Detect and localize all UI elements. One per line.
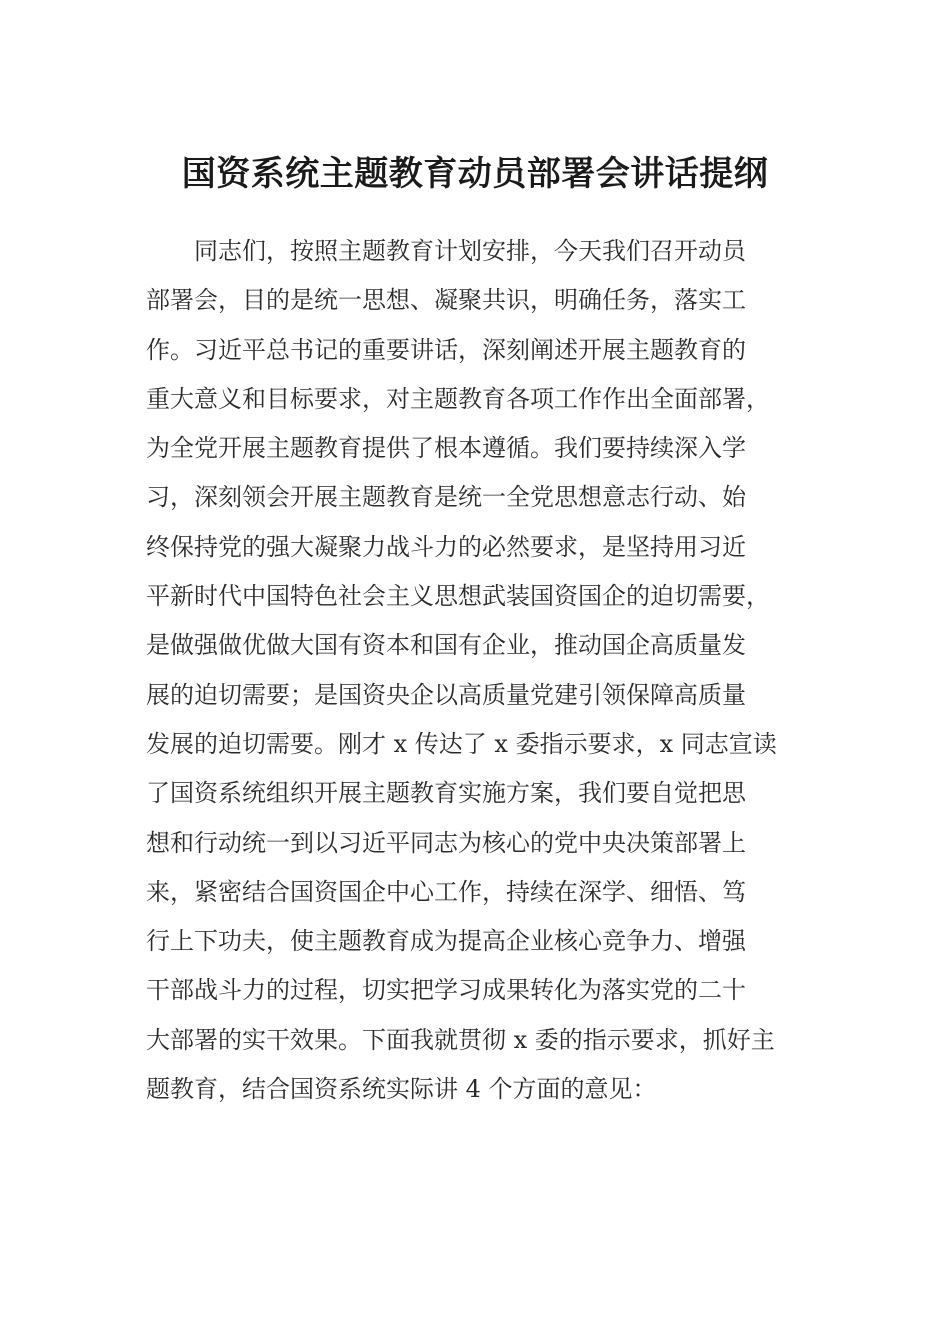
paragraph-line: 来，紧密结合国资国企中心工作，持续在深学、细悟、笃 [146, 877, 746, 906]
paragraph-line: 行上下功夫，使主题教育成为提高企业核心竞争力、增强 [146, 927, 746, 956]
paragraph-line: 为全党开展主题教育提供了根本遵循。我们要持续深入学 [146, 434, 746, 463]
paragraph-line: 是做强做优做大国有资本和国有企业，推动国企高质量发 [146, 631, 746, 660]
paragraph-line: 作。习近平总书记的重要讲话，深刻阐述开展主题教育的 [146, 335, 746, 364]
paragraph-line: 同志们，按照主题教育计划安排，今天我们召开动员 [194, 237, 746, 265]
paragraph-line: 展的迫切需要；是国资央企以高质量党建引领保障高质量 [146, 680, 746, 709]
paragraph-line: 大部署的实干效果。下面我就贯彻 x 委的指示要求，抓好主 [146, 1025, 775, 1054]
paragraph-line: 部署会，目的是统一思想、凝聚共识，明确任务，落实工 [146, 286, 746, 315]
paragraph-line: 终保持党的强大凝聚力战斗力的必然要求，是坚持用习近 [146, 532, 746, 561]
document-title: 国资系统主题教育动员部署会讲话提纲 [181, 154, 769, 194]
paragraph-line: 发展的迫切需要。刚才 x 传达了 x 委指示要求，x 同志宣读 [146, 729, 777, 758]
paragraph-line: 平新时代中国特色社会主义思想武装国资国企的迫切需要， [146, 582, 770, 611]
paragraph-line: 重大意义和目标要求，对主题教育各项工作作出全面部署， [146, 384, 770, 413]
paragraph-line: 习，深刻领会开展主题教育是统一全党思想意志行动、始 [146, 483, 746, 512]
paragraph-line: 想和行动统一到以习近平同志为核心的党中央决策部署上 [146, 828, 746, 857]
paragraph-line: 题教育，结合国资系统实际讲 4 个方面的意见： [146, 1075, 657, 1104]
paragraph-line: 干部战斗力的过程，切实把学习成果转化为落实党的二十 [146, 976, 746, 1005]
paragraph-line: 了国资系统组织开展主题教育实施方案，我们要自觉把思 [146, 779, 746, 808]
document-paragraph [146, 227, 806, 1114]
